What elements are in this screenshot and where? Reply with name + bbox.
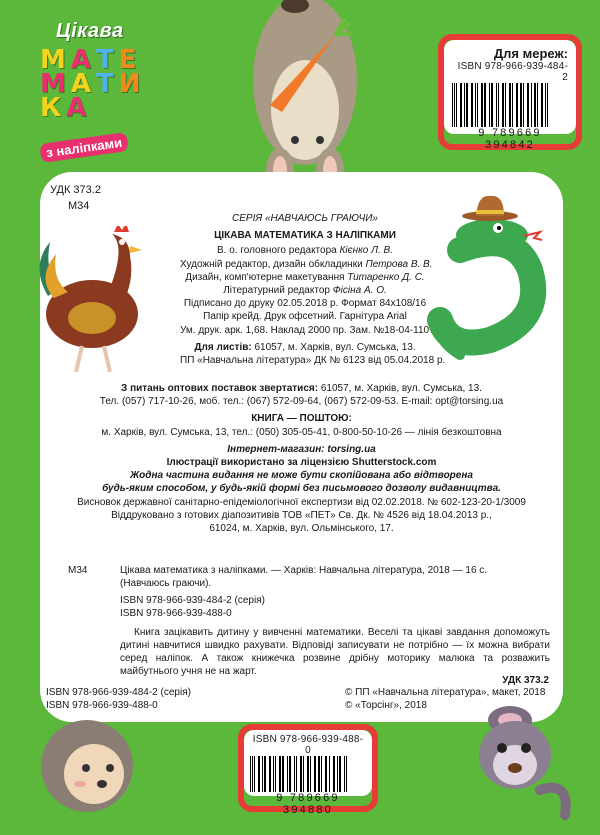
mail-order-line: м. Харків, вул. Сумська, 13, тел.: (050) 305-05-41, 0-800-50-10-26 — лінія безкоштовна (101, 426, 502, 438)
letters-line: Для листів: 61057, м. Харків, вул. Сумська, 13. (194, 341, 416, 353)
rights-line-1: Жодна частина видання не може бути скопійована або відтворена (130, 470, 473, 482)
annotation: Книга зацікавить дитину у вивченні математики. Веселі та цікаві завдання допоможуть дитині навчитися швидко рахувати. Відповіді записувати не потрібно — їх можна вибрати серед наліпок. А також книжечка розвине дрібну моторику малюка та розважить майбутнього учня не на жарт. (120, 627, 550, 677)
logo-letter: Т (96, 45, 114, 75)
bib-isbn-2: ISBN 978-966-939-488-0 (120, 608, 232, 619)
logo-letter: А (66, 93, 87, 123)
bottom-barcode (244, 730, 372, 816)
barcode-digits: 9 789669 394842 (478, 127, 542, 151)
barcode-title: Для мереж: (493, 46, 568, 61)
logo-letter: Т (96, 69, 114, 99)
barcode-digits: 9 789669 394880 (276, 792, 340, 816)
book-title: ЦІКАВА МАТЕМАТИКА З НАЛІПКАМИ (214, 230, 396, 242)
mail-order-title: КНИГА — ПОШТОЮ: (251, 413, 352, 425)
logo-letter: А (70, 69, 91, 99)
logo-subtitle: з наліпками (39, 132, 129, 163)
barcode-isbn: ISBN 978-966-939-484-2 (457, 61, 568, 83)
bib-line-2: (Навчаюсь граючи). (120, 578, 212, 589)
logo-letter: М (40, 69, 66, 99)
rooster-illustration (30, 226, 150, 376)
logo-small-title: Цікава (56, 20, 124, 42)
copyright-2: © «Торсінг», 2018 (345, 700, 427, 711)
udk-bottom: УДК 373.2 (502, 675, 549, 686)
lizard-illustration (420, 190, 570, 365)
bib-isbn-1: ISBN 978-966-939-484-2 (серія) (120, 595, 265, 606)
chinchilla-illustration (460, 700, 580, 820)
logo-letter: А (70, 45, 91, 75)
credit-line: Дизайн, комп'ютерне макетування Титаренко Д. С. (185, 271, 425, 283)
online-shop: Інтернет-магазин: torsing.ua (227, 443, 376, 455)
publisher-line: ПП «Навчальна література» ДК № 6123 від 05.04.2018 р. (180, 355, 446, 367)
logo-letter: Е (118, 45, 137, 75)
wholesale-phones: Тел. (057) 717-10-26, моб. тел.: (067) 572-09-64, (067) 572-09-53. E-mail: opt@torsing.ua (99, 396, 504, 408)
barcode-bars (452, 83, 568, 127)
bib-line-1: Цікава математика з наліпками. — Харків: Навчальна література, 2018 — 16 с. (120, 565, 488, 576)
credits (180, 244, 433, 297)
credit-line: Художній редактор, дизайн обкладинки Петрова В. В. (180, 258, 433, 270)
barcode-bars (250, 756, 366, 792)
printed-line-2: 61024, м. Харків, вул. Ольмінського, 17. (209, 523, 394, 535)
print-line-1: Підписано до друку 02.05.2018 р. Формат 84х108/16 (183, 298, 427, 310)
logo-letter: М (40, 45, 66, 75)
logo-letter: К (40, 93, 62, 123)
rabbit-illustration (240, 0, 370, 190)
print-line-3: Ум. друк. арк. 1,68. Наклад 2000 пр. Зам. №18-04-1107. (180, 324, 438, 336)
credit-line: Літературний редактор Фісіна А. О. (223, 285, 387, 297)
license-line: Ілюстрації використано за ліцензією Shutterstock.com (166, 457, 437, 469)
series-line: СЕРІЯ «НАВЧАЮСЬ ГРАЮЧИ» (232, 213, 378, 224)
rights-line-2: будь-яким способом, у будь-якій формі без письмового дозволу видавництва. (102, 483, 501, 495)
credit-line: В. о. головного редактора Кієнко Л. В. (216, 245, 393, 257)
sanitary-line: Висновок державної санітарно-епідеміологічної експертизи від 02.02.2018. № 602-123-20-1/3009 (77, 496, 526, 508)
footer-isbn-1: ISBN 978-966-939-484-2 (серія) (46, 687, 191, 698)
footer-isbn-2: ISBN 978-966-939-488-0 (46, 700, 158, 711)
book-index: М34 (68, 200, 90, 212)
udk-code: УДК 373.2 (50, 184, 101, 196)
top-barcode (444, 40, 576, 151)
barcode-isbn: ISBN 978-966-939-488-0 (252, 734, 364, 756)
print-line-2: Папір крейд. Друк офсетний. Гарнітура Arial (203, 311, 407, 323)
printed-line-1: Віддруковано з готових діапозитивів ТОВ «ПЕТ» Св. Дк. № 4526 від 18.04.2013 р., (111, 509, 492, 521)
hedgehog-illustration (32, 704, 142, 814)
logo-letter: И (118, 69, 141, 99)
logo (38, 45, 168, 123)
bib-index: М34 (68, 565, 88, 576)
wholesale-line: З питань оптових поставок звертатися: 61057, м. Харків, вул. Сумська, 13. (121, 383, 482, 394)
copyright-1: © ПП «Навчальна література», макет, 2018 (345, 687, 546, 698)
